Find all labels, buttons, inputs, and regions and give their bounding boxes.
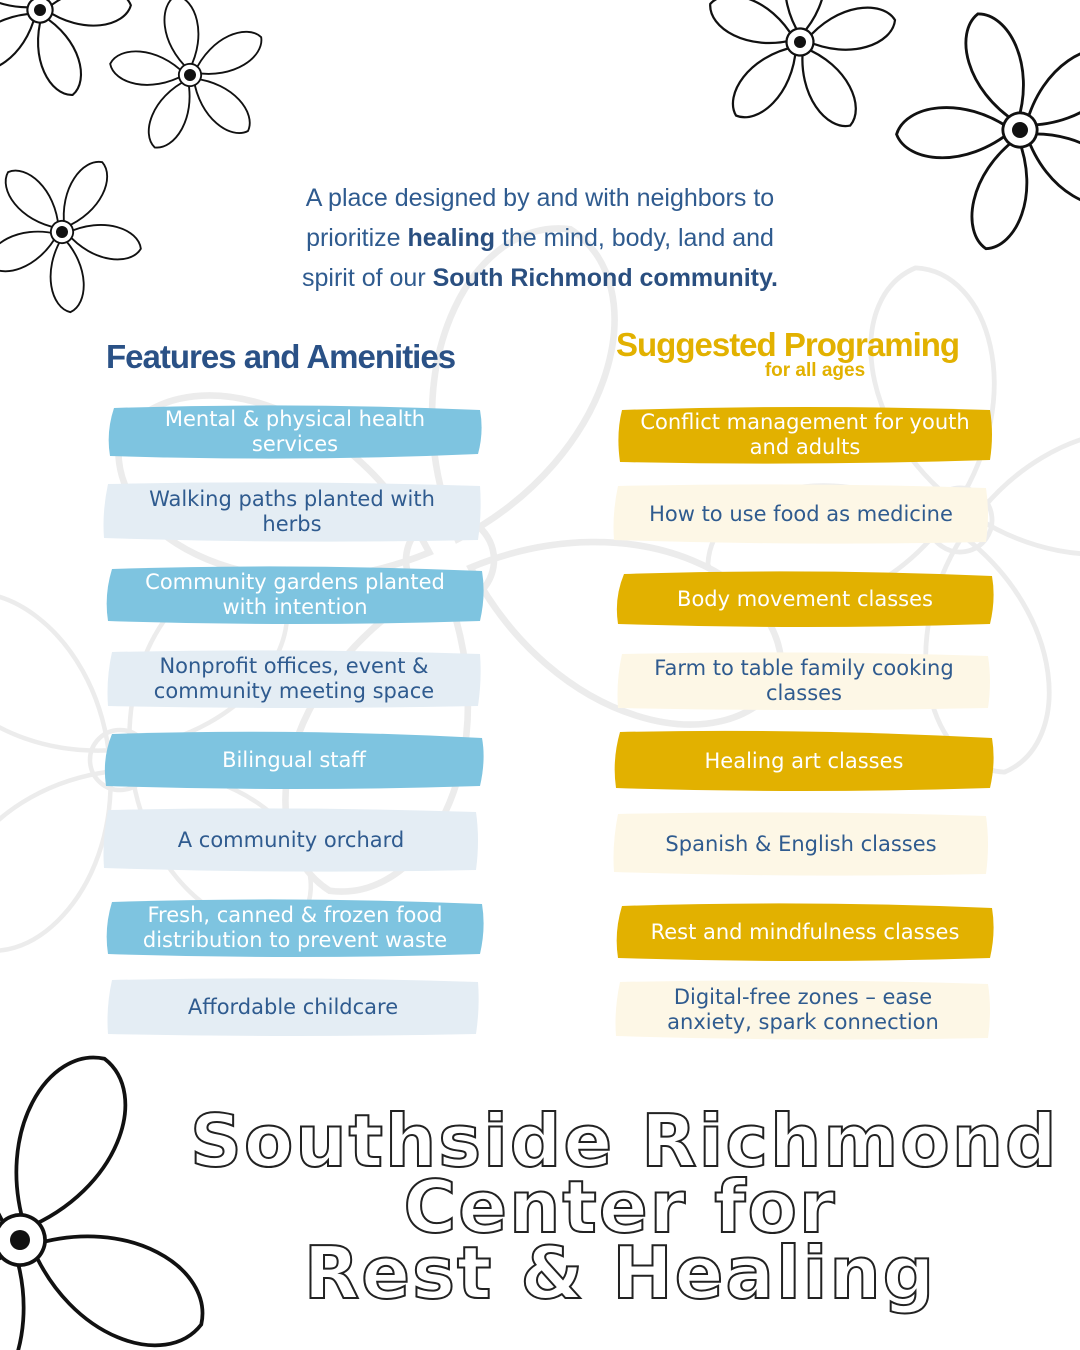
program-label: Spanish & English classes	[665, 831, 937, 856]
intro-line-2	[250, 218, 830, 258]
feature-item	[102, 806, 480, 874]
intro-community-emphasis: South Richmond community.	[432, 264, 778, 292]
feature-label: A community orchard	[177, 827, 405, 852]
feature-label: Nonprofit offices, event & community meeting space	[153, 654, 435, 703]
programs-heading: Suggested Programing	[616, 326, 960, 363]
title-line-1: Southside Richmond	[190, 1099, 1059, 1183]
intro-statement	[250, 178, 830, 298]
feature-item	[106, 976, 480, 1038]
program-item	[616, 404, 994, 466]
program-item	[614, 978, 992, 1042]
program-label: Digital-free zones – ease anxiety, spark connection	[667, 985, 939, 1034]
program-label: Body movement classes	[677, 586, 933, 611]
intro-healing-emphasis: healing	[407, 224, 496, 252]
program-item	[614, 900, 996, 964]
program-item	[612, 728, 996, 794]
feature-label: Walking paths planted with herbs	[149, 487, 435, 536]
programs-subheading: for all ages	[764, 360, 866, 381]
feature-label: Bilingual staff	[222, 747, 366, 772]
feature-item	[102, 480, 482, 544]
feature-label: Community gardens planted with intention	[145, 570, 445, 619]
features-heading: Features and Amenities	[106, 338, 456, 375]
program-item	[612, 482, 990, 546]
program-label: Healing art classes	[704, 748, 904, 773]
intro-line-3-start: spirit of our	[302, 264, 433, 292]
program-label: Farm to table family cooking classes	[654, 656, 954, 705]
feature-label: Affordable childcare	[187, 994, 399, 1019]
feature-item	[102, 728, 486, 792]
feature-label: Fresh, canned & frozen food distribution to prevent waste	[142, 903, 448, 952]
program-label: Conflict management for youth and adults	[640, 410, 970, 459]
feature-item	[104, 896, 486, 960]
title-line-3: Rest & Healing	[303, 1231, 937, 1315]
feature-item	[106, 402, 484, 462]
title-line-2: Center for	[403, 1165, 837, 1249]
intro-line-2-end: the mind, body, land and	[495, 224, 774, 252]
intro-line-3	[250, 258, 830, 298]
program-item	[614, 568, 996, 630]
program-label: How to use food as medicine	[649, 501, 953, 526]
program-item	[616, 650, 992, 712]
intro-line-2-start: prioritize	[306, 224, 408, 252]
feature-item	[106, 648, 482, 710]
program-item	[612, 810, 990, 878]
feature-item	[104, 563, 486, 627]
center-title	[190, 1099, 1059, 1315]
program-label: Rest and mindfulness classes	[650, 919, 960, 944]
intro-line-1: A place designed by and with neighbors to	[305, 184, 775, 212]
feature-label: Mental & physical health services	[164, 407, 426, 456]
